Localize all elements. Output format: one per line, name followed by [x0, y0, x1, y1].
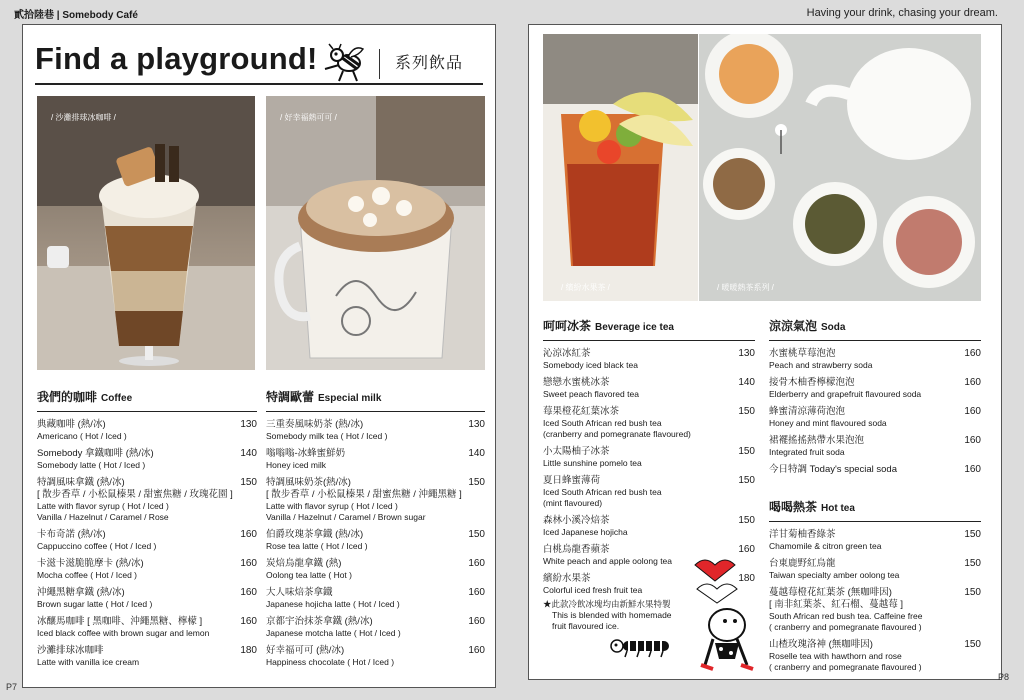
- photo-caption: / 暖暖熱茶系列 /: [717, 283, 774, 292]
- item-price: 180: [240, 645, 257, 656]
- item-name-zh: Somebody 拿鐵咖啡 (熱/冰): [37, 448, 154, 459]
- top-bar: [0, 0, 1024, 24]
- menu-item: [37, 587, 257, 610]
- section-title: [769, 317, 981, 334]
- menu-item: [769, 587, 981, 633]
- menu-item: [266, 477, 485, 523]
- fruit-ice-note-zh: ★此款冷飲冰塊均由新鮮水果特製: [543, 599, 671, 609]
- item-price: 160: [468, 645, 485, 656]
- series-label: 系列飲品: [395, 55, 464, 72]
- section-rule: [769, 340, 981, 341]
- item-price: 160: [964, 406, 981, 417]
- item-options-en: Vanilla / Hazelnut / Caramel / Brown sugar: [266, 512, 426, 522]
- item-name-en: Iced South African red bush tea: [543, 487, 662, 497]
- menu-item: [769, 348, 981, 371]
- item-name-en: Mocha coffee ( Hot / Iced ): [37, 570, 137, 580]
- item-options-zh: [ 南非紅葉茶、紅石榴、蔓越莓 ]: [769, 599, 904, 610]
- item-options-en: ( cranberry and pomegranate flavoured ): [769, 662, 922, 672]
- section-title: [37, 388, 257, 405]
- soda-list: [769, 348, 981, 476]
- section-title-en: Beverage ice tea: [595, 322, 674, 333]
- section-rule: [37, 411, 257, 412]
- item-price: 150: [738, 446, 755, 457]
- item-options-en: (cranberry and pomegranate flavoured): [543, 429, 691, 439]
- item-name-zh: 沙灘排球冰咖啡: [37, 645, 104, 656]
- photo-iced-coffee: [37, 96, 255, 370]
- item-price: 160: [240, 587, 257, 598]
- photo-caption: / 好幸福熱可可 /: [280, 113, 337, 122]
- menu-item: [769, 435, 981, 458]
- menu-item: [37, 448, 257, 471]
- section-soda: [769, 317, 981, 482]
- slogan: Having your drink, chasing your dream.: [806, 7, 998, 19]
- menu-item: [266, 529, 485, 552]
- item-name-en: Cappuccino coffee ( Hot / Iced ): [37, 541, 157, 551]
- item-price: 160: [468, 558, 485, 569]
- menu-item: [543, 475, 755, 509]
- caterpillar-mascot-icon: [609, 633, 673, 659]
- section-rule: [769, 521, 981, 522]
- item-name-zh: 卡布奇諾 (熱/冰): [37, 529, 106, 540]
- item-name-zh: 莓果橙花紅葉冰茶: [543, 406, 620, 417]
- section-rule: [266, 411, 485, 412]
- item-name-en: Somebody latte ( Hot / Iced ): [37, 460, 146, 470]
- item-name-zh: 白桃烏龍香蘋茶: [543, 544, 610, 555]
- item-name-zh: 沁涼冰紅茶: [543, 348, 591, 359]
- item-price: 150: [468, 529, 485, 540]
- item-name-zh: 特調風味拿鐵 (熱/冰): [37, 477, 125, 488]
- item-price: 150: [468, 477, 485, 488]
- item-name-en: Honey iced milk: [266, 460, 326, 470]
- item-name-zh: 森林小溪冷焙茶: [543, 515, 610, 526]
- item-price: 130: [240, 419, 257, 430]
- fruit-ice-note-en-2: fruit flavoured ice.: [552, 621, 620, 631]
- item-name-en: Japanese motcha latte ( Hot / Iced ): [266, 628, 401, 638]
- item-name-en: Japanese hojicha latte ( Hot / Iced ): [266, 599, 400, 609]
- item-name-zh: 特調風味奶茶(熱/冰): [266, 477, 351, 488]
- item-name-zh: 繽紛水果茶: [543, 573, 591, 584]
- item-name-en: Honey and mint flavoured soda: [769, 418, 887, 428]
- menu-item: [769, 406, 981, 429]
- item-price: 160: [738, 544, 755, 555]
- item-name-en: Somebody iced black tea: [543, 360, 638, 370]
- item-price: 130: [738, 348, 755, 359]
- item-options-en: (mint flavoured): [543, 498, 603, 508]
- item-price: 130: [468, 419, 485, 430]
- item-name-zh: 嗡嗡嗡-冰蜂蜜鮮奶: [266, 448, 346, 459]
- section-hot-tea: [769, 498, 981, 679]
- item-name-en: Peach and strawberry soda: [769, 360, 873, 370]
- item-price: 140: [240, 448, 257, 459]
- item-name-zh: 卡滋卡滋脆脆摩卡 (熱/冰): [37, 558, 144, 569]
- item-name-zh: 山楂玫瑰洛神 (無咖啡因): [769, 639, 873, 650]
- page-number-right: P8: [998, 672, 1010, 682]
- section-coffee: [37, 388, 257, 674]
- item-price: 160: [468, 616, 485, 627]
- item-price: 140: [738, 377, 755, 388]
- item-name-en: Iced black coffee with brown sugar and lemon: [37, 628, 210, 638]
- section-title-en: Hot tea: [821, 503, 855, 514]
- item-name-zh: 伯爵玫瑰茶拿鐵 (熱/冰): [266, 529, 364, 540]
- menu-item: [543, 406, 755, 440]
- section-title: [543, 317, 755, 334]
- menu-item: [769, 377, 981, 400]
- item-name-en: Iced Japanese hojicha: [543, 527, 628, 537]
- item-name-en: Iced South African red bush tea: [543, 418, 662, 428]
- item-price: 160: [240, 616, 257, 627]
- menu-item: [37, 645, 257, 668]
- item-price: 160: [964, 348, 981, 359]
- item-name-en: Rose tea latte ( Hot / Iced ): [266, 541, 368, 551]
- menu-page-right: [528, 24, 1002, 680]
- item-price: 150: [738, 475, 755, 486]
- section-title-zh: 涼涼氣泡: [769, 319, 818, 333]
- photo-fruit-tea: [543, 34, 698, 301]
- item-price: 150: [964, 587, 981, 598]
- menu-item: [266, 587, 485, 610]
- item-price: 150: [964, 529, 981, 540]
- item-name-en: Latte with flavor syrup ( Hot / Iced ): [37, 501, 169, 511]
- item-name-zh: 小太陽柚子冰茶: [543, 446, 610, 457]
- item-name-en: Sweet peach flavored tea: [543, 389, 639, 399]
- item-options-zh: [ 散步香草 / 小松鼠榛果 / 甜蜜焦糖 / 沖繩黑糖 ]: [266, 489, 462, 500]
- section-especial-milk: [266, 388, 485, 674]
- item-name-zh: 台東鹿野紅烏龍: [769, 558, 836, 569]
- menu-item: [543, 348, 755, 371]
- item-options-zh: [ 散步香草 / 小松鼠榛果 / 甜蜜焦糖 / 玫瑰花園 ]: [37, 489, 233, 500]
- item-name-en: Somebody milk tea ( Hot / Iced ): [266, 431, 388, 441]
- item-name-zh: 夏日蜂蜜薄荷: [543, 475, 601, 486]
- fruit-ice-note-en-1: This is blended with homemade: [552, 610, 672, 620]
- section-title: [769, 498, 981, 515]
- section-title-en: Especial milk: [318, 393, 382, 404]
- menu-item: [769, 464, 981, 476]
- item-price: 160: [964, 435, 981, 446]
- item-name-en: Americano ( Hot / Iced ): [37, 431, 127, 441]
- section-rule: [543, 340, 755, 341]
- menu-item: [37, 477, 257, 523]
- item-name-en: Latte with vanilla ice cream: [37, 657, 140, 667]
- page-title: Find a playground!: [35, 41, 318, 76]
- menu-item: [266, 645, 485, 668]
- item-options-en: Vanilla / Hazelnut / Caramel / Rose: [37, 512, 169, 522]
- menu-item: [37, 558, 257, 581]
- item-name-en: Happiness chocolate ( Hot / Iced ): [266, 657, 395, 667]
- item-name-en: Chamomile & citron green tea: [769, 541, 882, 551]
- item-price: 160: [964, 377, 981, 388]
- item-name-en: Little sunshine pomelo tea: [543, 458, 642, 468]
- milk-list: [266, 419, 485, 668]
- item-name-zh: 京都宇治抹茶拿鐵 (熱/冰): [266, 616, 373, 627]
- menu-item: [37, 529, 257, 552]
- photo-hot-tea: [699, 34, 981, 301]
- hottea-list: [769, 529, 981, 673]
- menu-item: [543, 446, 755, 469]
- item-name-en: White peach and apple oolong tea: [543, 556, 673, 566]
- item-price: 150: [964, 639, 981, 650]
- title-divider: [379, 49, 380, 79]
- item-name-en: Elderberry and grapefruit flavoured soda: [769, 389, 922, 399]
- section-title-en: Soda: [821, 322, 846, 333]
- item-price: 180: [738, 573, 755, 584]
- menu-item: [266, 616, 485, 639]
- item-name-en: Latte with flavor syrup ( Hot / Iced ): [266, 501, 398, 511]
- item-name-en: Taiwan specialty amber oolong tea: [769, 570, 900, 580]
- item-name-zh: 水蜜桃草莓泡泡: [769, 348, 836, 359]
- item-name-zh: 洋甘菊柚香綠茶: [769, 529, 836, 540]
- section-title-zh: 呵呵冰茶: [543, 319, 592, 333]
- item-name-zh: 三重奏風味奶茶 (熱/冰): [266, 419, 364, 430]
- item-name-zh: 今日特調 Today's special soda: [769, 464, 898, 475]
- item-price: 150: [738, 515, 755, 526]
- menu-item: [37, 419, 257, 442]
- item-name-zh: 接骨木柚香檸檬泡泡: [769, 377, 855, 388]
- item-price: 160: [964, 464, 981, 475]
- menu-item: [769, 639, 981, 673]
- item-name-zh: 大人味焙茶拿鐵: [266, 587, 333, 598]
- menu-page-left: [22, 24, 496, 688]
- section-title-zh: 特調歐蕾: [266, 390, 315, 404]
- menu-item: [769, 558, 981, 581]
- item-name-zh: 炭焙烏龍拿鐵 (熱): [266, 558, 342, 569]
- bee-mascot-icon: [319, 43, 373, 83]
- coffee-list: [37, 419, 257, 668]
- menu-item: [769, 529, 981, 552]
- item-name-zh: 蔓越莓橙花紅葉茶 (無咖啡因): [769, 587, 892, 598]
- photo-caption: / 繽紛水果茶 /: [561, 283, 610, 292]
- brand-name: 貳拾陸巷 | Somebody Café: [14, 10, 138, 21]
- menu-item: [543, 515, 755, 538]
- section-title-en: Coffee: [101, 393, 133, 404]
- item-name-zh: 戀戀水蜜桃冰茶: [543, 377, 610, 388]
- section-title-zh: 喝喝熱茶: [769, 500, 818, 514]
- photo-caption: / 沙灘排球冰咖啡 /: [51, 113, 116, 122]
- section-title-zh: 我們的咖啡: [37, 390, 98, 404]
- menu-item: [266, 448, 485, 471]
- item-name-zh: 好幸福可可 (熱/冰): [266, 645, 345, 656]
- photo-hot-cocoa: [266, 96, 485, 370]
- item-name-en: Oolong tea latte ( Hot ): [266, 570, 352, 580]
- item-price: 160: [240, 558, 257, 569]
- menu-item: [266, 419, 485, 442]
- item-name-zh: 沖繩黑糖拿鐵 (熱/冰): [37, 587, 125, 598]
- item-price: 150: [964, 558, 981, 569]
- item-name-en: Colorful iced fresh fruit tea: [543, 585, 643, 595]
- title-rule: [35, 83, 483, 85]
- item-price: 150: [240, 477, 257, 488]
- item-name-zh: 裙襬搖搖熱帶水果泡泡: [769, 435, 865, 446]
- page-number-left: P7: [6, 682, 18, 692]
- item-name-en: Integrated fruit soda: [769, 447, 845, 457]
- drummer-mascot-icon: [685, 555, 759, 673]
- item-name-zh: 典藏咖啡 (熱/冰): [37, 419, 106, 430]
- item-price: 160: [468, 587, 485, 598]
- item-price: 150: [738, 406, 755, 417]
- section-title: [266, 388, 485, 405]
- item-name-zh: 蜂蜜清涼薄荷泡泡: [769, 406, 846, 417]
- item-name-en: Brown sugar latte ( Hot / Iced ): [37, 599, 153, 609]
- item-price: 140: [468, 448, 485, 459]
- menu-item: [266, 558, 485, 581]
- item-name-en: South African red bush tea. Caffeine free: [769, 611, 923, 621]
- item-options-en: ( cranberry and pomegranate flavoured ): [769, 622, 922, 632]
- item-name-en: Roselle tea with hawthorn and rose: [769, 651, 902, 661]
- menu-item: [543, 377, 755, 400]
- menu-item: [37, 616, 257, 639]
- item-price: 160: [240, 529, 257, 540]
- item-name-zh: 冰釀馬咖啡 [ 黑咖啡、沖繩黑糖、檸檬 ]: [37, 616, 203, 627]
